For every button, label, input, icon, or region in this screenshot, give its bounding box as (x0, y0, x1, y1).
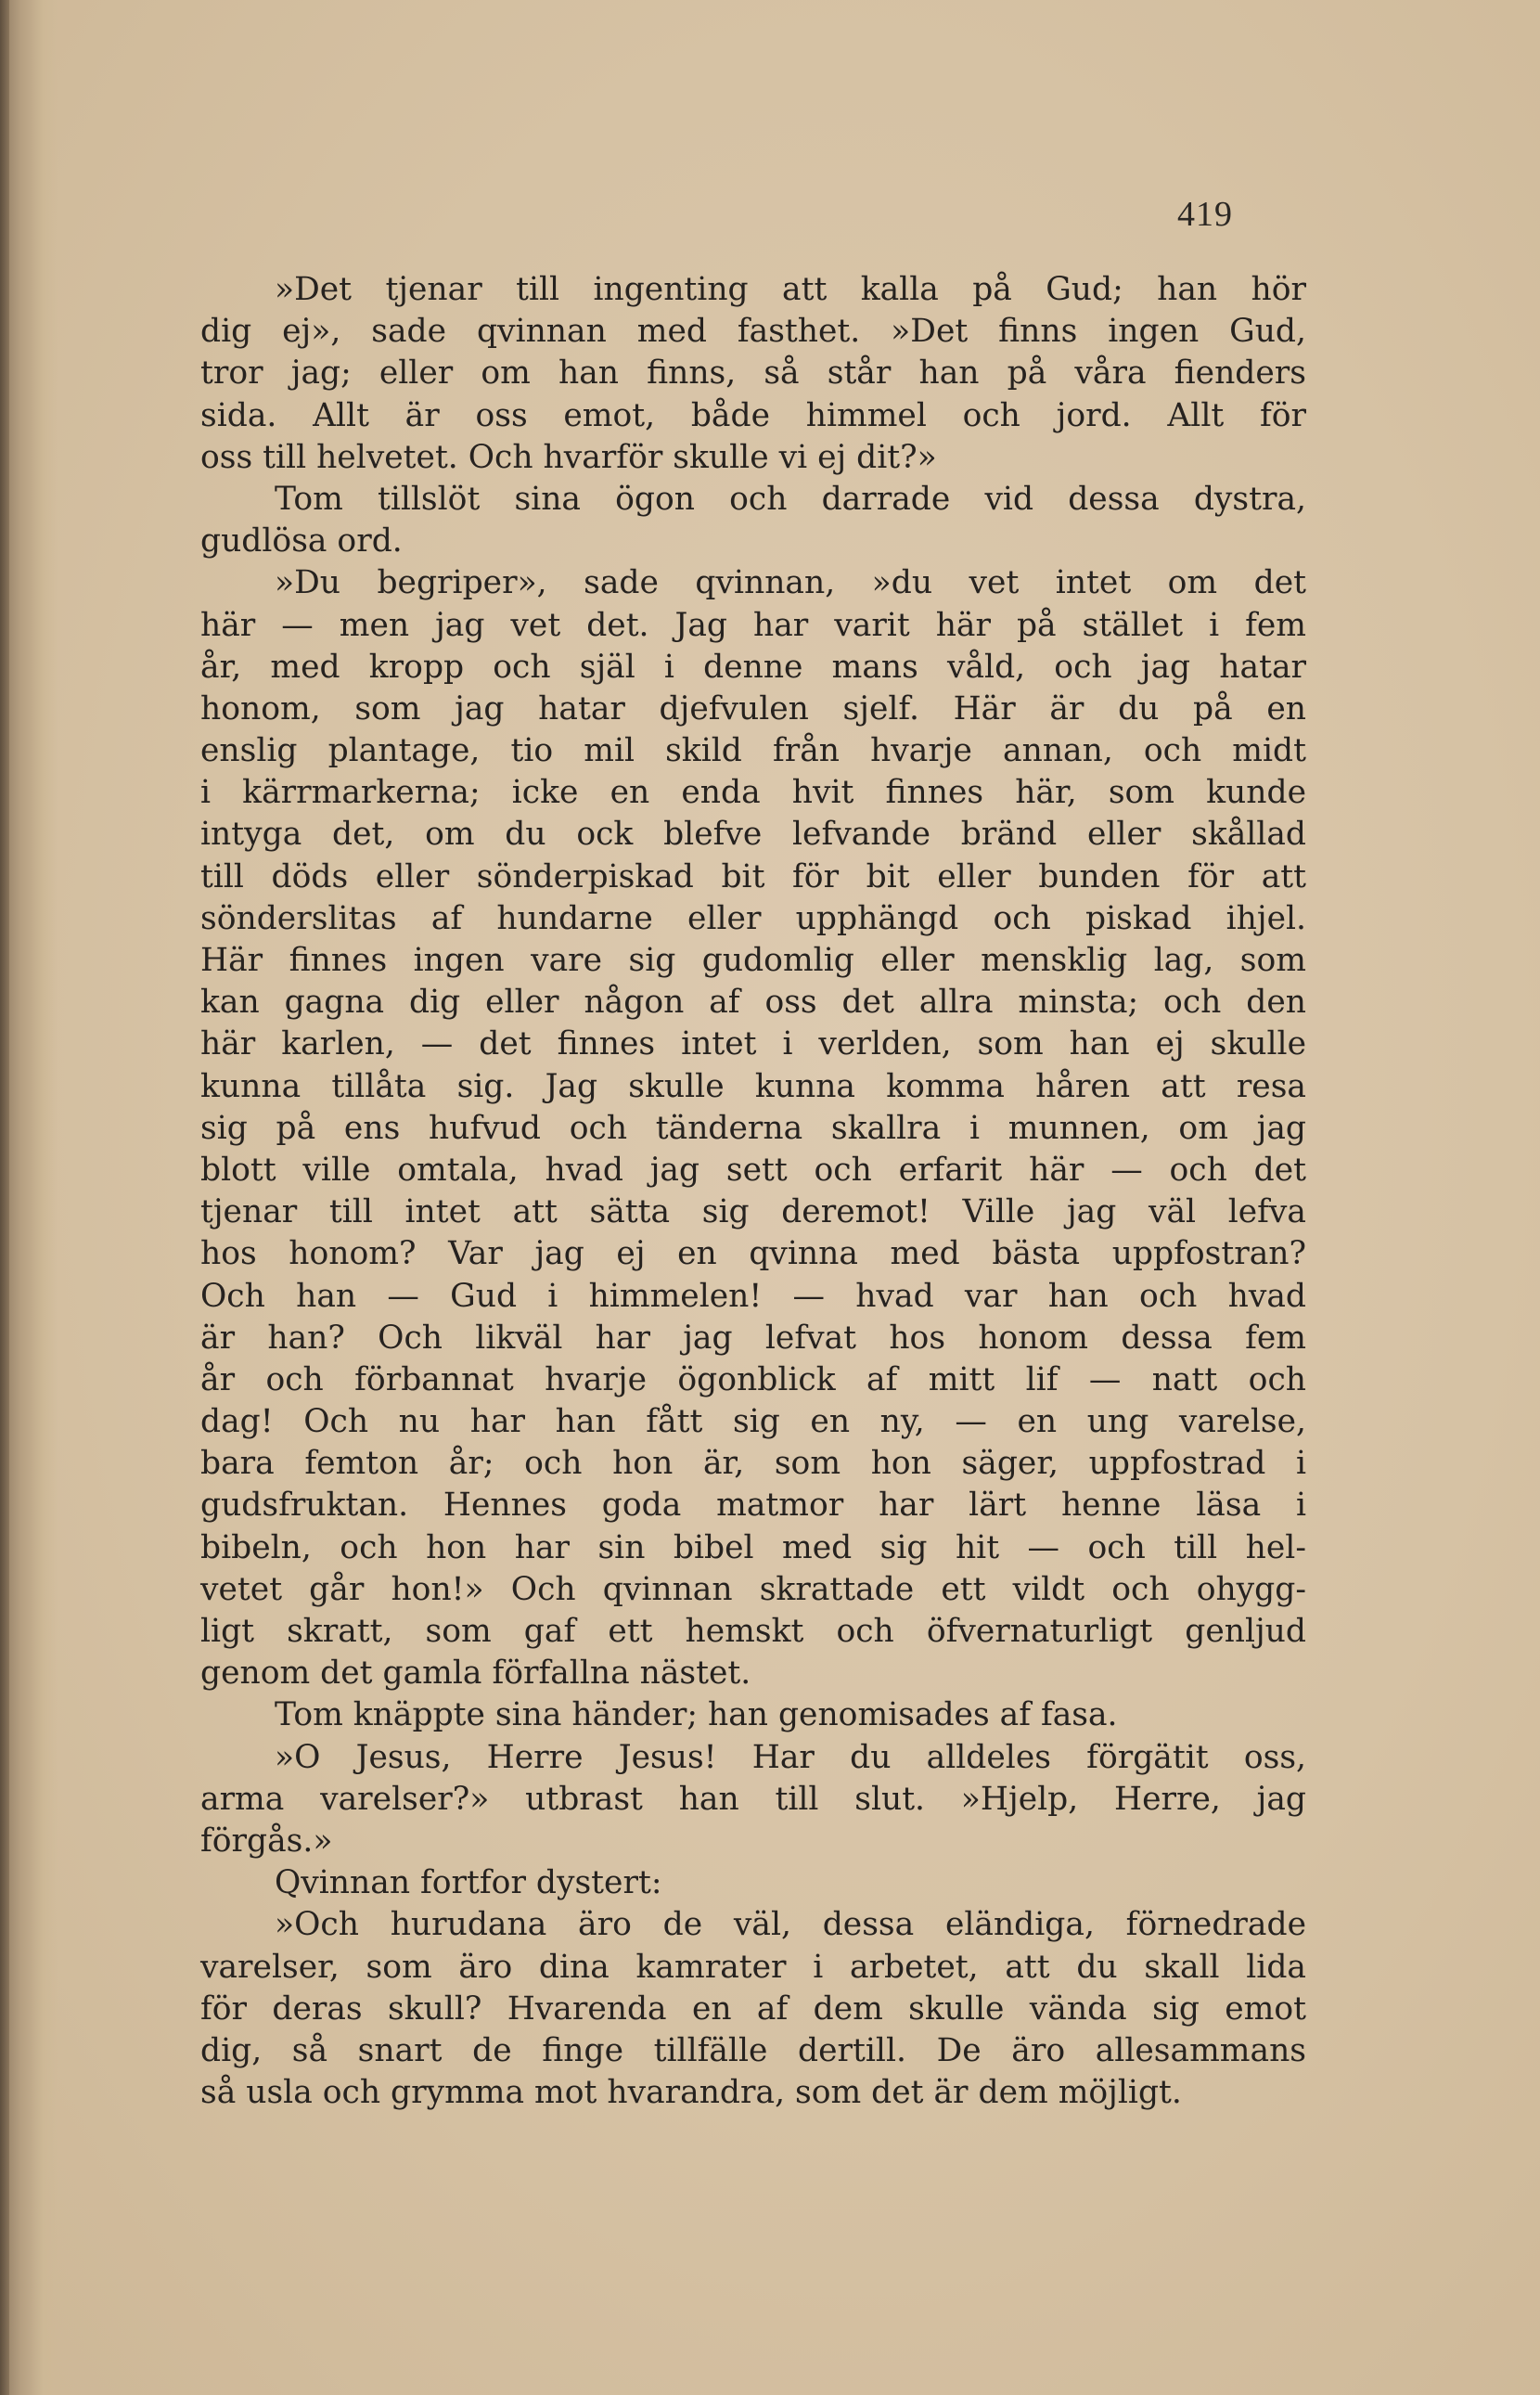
text-line: »O Jesus, Herre Jesus! Har du alldeles förgätit oss, (275, 1738, 1306, 1776)
text-line: tjenar till intet att sätta sig deremot! Ville jag väl lefva (200, 1193, 1306, 1231)
text-line: oss till helvetet. Och hvarför skulle vi ej dit?» (200, 438, 937, 476)
text-line: dag! Och nu har han fått sig en ny, — en ung varelse, (200, 1403, 1306, 1441)
text-line: gudlösa ord. (200, 522, 403, 560)
text-line: ligt skratt, som gaf ett hemskt och öfvernaturligt genljud (200, 1613, 1306, 1650)
text-line: hos honom? Var jag ej en qvinna med bästa uppfostran? (200, 1235, 1306, 1273)
text-line: sida. Allt är oss emot, både himmel och jord. Allt för (200, 396, 1306, 434)
text-line: till döds eller sönderpiskad bit för bit eller bunden för att (200, 857, 1306, 895)
text-line: Tom knäppte sina händer; han genomisades af fasa. (275, 1696, 1118, 1734)
text-line: är han? Och likväl har jag lefvat hos honom dessa fem (200, 1319, 1306, 1357)
text-line: »Och hurudana äro de väl, dessa eländiga, förnedrade (275, 1906, 1306, 1944)
text-line: varelser, som äro dina kamrater i arbetet, att du skall lida (200, 1948, 1306, 1986)
text-line: intyga det, om du ock blefve lefvande bränd eller skållad (200, 816, 1306, 854)
text-line: Qvinnan fortfor dystert: (275, 1864, 662, 1902)
text-line: vetet går hon!» Och qvinnan skrattade ett vildt och ohygg- (200, 1570, 1306, 1608)
text-line: Här finnes ingen vare sig gudomlig eller mensklig lag, som (200, 942, 1306, 979)
text-line: Och han — Gud i himmelen! — hvad var han och hvad (200, 1277, 1306, 1315)
page-number: 419 (1177, 195, 1233, 234)
body-text (200, 269, 1306, 2114)
text-line: här karlen, — det finnes intet i verlden, som han ej skulle (200, 1025, 1306, 1063)
text-line: sig på ens hufvud och tänderna skallra i munnen, om jag (200, 1109, 1306, 1147)
text-line: enslig plantage, tio mil skild från hvarje annan, och midt (200, 732, 1306, 770)
text-line: genom det gamla förfallna nästet. (200, 1655, 751, 1693)
text-line: tror jag; eller om han finns, så står han på våra fienders (200, 354, 1306, 393)
text-line: sönderslitas af hundarne eller upphängd och piskad ihjel. (200, 899, 1306, 937)
text-line: bara femton år; och hon är, som hon säger, uppfostrad i (200, 1445, 1306, 1483)
text-line: Tom tillslöt sina ögon och darrade vid dessa dystra, (275, 480, 1306, 518)
text-line: dig, så snart de finge tillfälle dertill. De äro allesammans (200, 2031, 1306, 2069)
text-line: här — men jag vet det. Jag har varit här på stället i fem (200, 606, 1306, 644)
text-line: bibeln, och hon har sin bibel med sig hit — och till hel- (200, 1528, 1306, 1566)
book-gutter-edge (0, 0, 9, 2395)
text-line: för deras skull? Hvarenda en af dem skulle vända sig emot (200, 1989, 1306, 2028)
text-line: förgås.» (200, 1822, 333, 1860)
text-line: arma varelser?» utbrast han till slut. »Hjelp, Herre, jag (200, 1780, 1306, 1818)
text-line: år, med kropp och själ i denne mans våld, och jag hatar (200, 648, 1306, 686)
text-line: »Det tjenar till ingenting att kalla på Gud; han hör (275, 271, 1306, 308)
text-line: gudsfruktan. Hennes goda matmor har lärt henne läsa i (200, 1487, 1306, 1525)
text-line: honom, som jag hatar djefvulen sjelf. Här är du på en (200, 689, 1306, 728)
text-line: blott ville omtala, hvad jag sett och erfarit här — och det (200, 1151, 1306, 1189)
text-line: dig ej», sade qvinnan med fasthet. »Det finns ingen Gud, (200, 313, 1306, 351)
text-line: »Du begriper», sade qvinnan, »du vet intet om det (275, 564, 1306, 602)
text-line: år och förbannat hvarje ögonblick af mitt lif — natt och (200, 1360, 1306, 1398)
book-spine-shadow (0, 0, 58, 2395)
text-line: så usla och grymma mot hvarandra, som det är dem möjligt. (200, 2074, 1182, 2112)
text-line: i kärrmarkerna; icke en enda hvit finnes här, som kunde (200, 774, 1306, 812)
text-line: kan gagna dig eller någon af oss det allra minsta; och den (200, 984, 1306, 1022)
text-line: kunna tillåta sig. Jag skulle kunna komma håren att resa (200, 1067, 1306, 1105)
